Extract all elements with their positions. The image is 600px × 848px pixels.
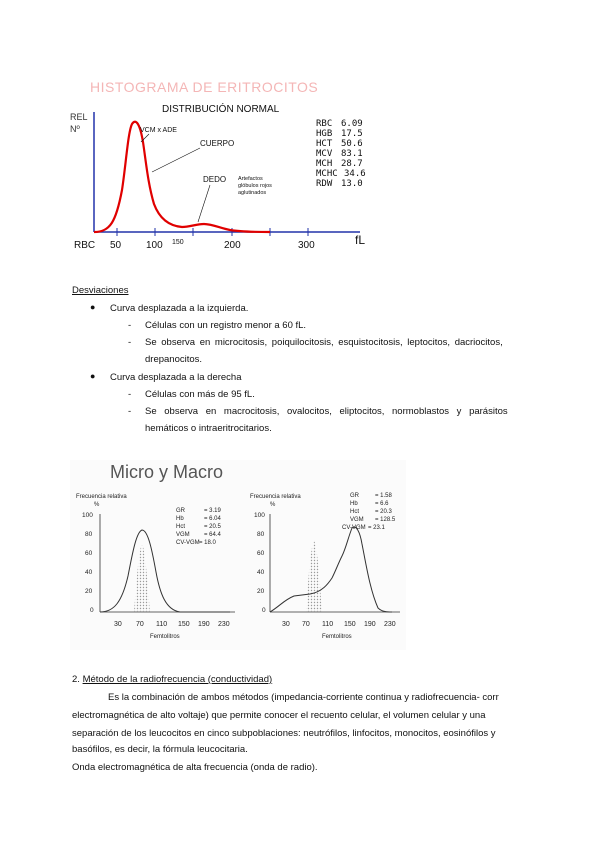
bullet-icon: ● <box>90 302 96 312</box>
param-key: MCV <box>316 149 333 159</box>
param-key: RBC <box>316 119 333 129</box>
dash-icon: - <box>128 320 132 331</box>
annot-cuerpo: CUERPO <box>200 139 235 148</box>
x-tick-label: 70 <box>302 621 310 628</box>
y-tick-label: 100 <box>82 512 93 519</box>
x-tick-label: 100 <box>146 240 163 251</box>
section-heading <box>72 673 272 687</box>
param-value: 6.09 <box>341 119 363 129</box>
section-title: Método de la radiofrecuencia (conductividad) <box>82 674 273 685</box>
x-axis-name: RBC <box>74 240 96 251</box>
x-tick-label: 50 <box>110 240 122 251</box>
x-tick-label: 70 <box>136 621 144 628</box>
stat-key: Hct <box>350 509 359 515</box>
x-tick-label: 190 <box>364 621 376 628</box>
bullet-icon: ● <box>90 371 96 381</box>
dash-icon: - <box>128 389 132 400</box>
stat-key: Hb <box>350 501 358 507</box>
y-tick-label: 60 <box>85 550 93 557</box>
desviaciones-heading: Desviaciones <box>72 285 129 296</box>
micro-macro-figure <box>70 460 406 650</box>
x-tick-label: 230 <box>218 621 230 628</box>
x-tick-label-small: 150 <box>172 239 184 246</box>
dash-icon: - <box>128 337 132 348</box>
x-tick-label: 200 <box>224 240 241 251</box>
param-key: HGB <box>316 129 333 139</box>
x-tick-label: 30 <box>282 621 290 628</box>
histogram-subtitle: DISTRIBUCIÓN NORMAL <box>162 104 280 115</box>
stat-key: VGM <box>350 517 364 523</box>
annot-vcm: VCM x ADE <box>140 127 177 134</box>
sub-item: Células con un registro menor a 60 fL. <box>145 320 307 331</box>
stat-value: = 64.4 <box>204 532 221 538</box>
x-axis-label: Femtolitros <box>322 634 352 640</box>
param-value: 17.5 <box>341 129 363 139</box>
y-tick-label: 20 <box>85 588 93 595</box>
stat-value: = 6.6 <box>375 501 389 507</box>
stat-value: = 20.5 <box>204 524 221 530</box>
sub-item: Se observa en macrocitosis, ovalocitos, eliptocitos, normoblastos y parásitos <box>145 406 508 417</box>
paragraph-line: Onda electromagnética de alta frecuencia (onda de radio). <box>72 762 318 773</box>
annot-dedo: DEDO <box>203 175 227 184</box>
param-value: 83.1 <box>341 149 363 159</box>
annot-artefactos-2: glóbulos rojos <box>238 183 272 189</box>
sub-item: Células con más de 95 fL. <box>145 389 255 400</box>
histogram-title: HISTOGRAMA DE ERITROCITOS <box>90 79 319 95</box>
dash-icon: - <box>128 406 132 417</box>
y-tick-label: 80 <box>257 531 265 538</box>
annot-artefactos-1: Artefactos <box>238 176 263 182</box>
stat-value: = 23.1 <box>368 525 385 531</box>
param-value: 34.6 <box>344 169 366 179</box>
stat-key: CV-VGM <box>342 525 366 531</box>
param-value: 50.6 <box>341 139 363 149</box>
stat-value: = 1.58 <box>375 493 392 499</box>
param-value: 13.0 <box>341 179 363 189</box>
y-label-no: Nº <box>70 124 80 134</box>
sub-item: Se observa en microcitosis, poiquilocitosis, esquistocitosis, leptocitos, dacriocitos, <box>145 337 503 348</box>
micro-macro-title: Micro y Macro <box>110 462 224 482</box>
paragraph-line: Es la combinación de ambos métodos (impedancia-corriente continua y radiofrecuencia- corr <box>108 692 499 703</box>
x-tick-label: 190 <box>198 621 210 628</box>
stat-key: VGM <box>176 532 190 538</box>
paragraph-line: electromagnética de alto voltaje) que permite conocer el recuento celular, el volumen celular y una <box>72 710 486 721</box>
y-tick-label: 60 <box>257 550 265 557</box>
param-key: HCT <box>316 139 333 149</box>
stat-key: GR <box>176 508 185 514</box>
x-tick-label: 150 <box>178 621 190 628</box>
x-tick-label: 30 <box>114 621 122 628</box>
y-tick-label: 0 <box>90 607 94 614</box>
list-item: Curva desplazada a la derecha <box>110 372 242 383</box>
param-key: RDW <box>316 179 333 189</box>
sub-item: drepanocitos. <box>145 354 203 365</box>
y-tick-label: 100 <box>254 512 265 519</box>
stat-key: Hct <box>176 524 185 530</box>
y-tick-label: 80 <box>85 531 93 538</box>
x-axis-label: Femtolitros <box>150 634 180 640</box>
param-key: MCHC <box>316 169 338 179</box>
y-axis-label: Frecuencia relativa <box>76 494 127 500</box>
rbc-histogram-figure <box>70 72 370 254</box>
stat-key: GR <box>350 493 359 499</box>
y-tick-label: 40 <box>257 569 265 576</box>
stat-value: = 20.3 <box>375 509 392 515</box>
paragraph-line: separación de los leucocitos en cinco subpoblaciones: neutrófilos, linfocitos, monocitos, eosinófilos y <box>72 728 496 739</box>
x-tick-label: 230 <box>384 621 396 628</box>
stat-key: CV-VGM <box>176 540 200 546</box>
stat-value: = 128.5 <box>375 517 396 523</box>
x-tick-label: 300 <box>298 240 315 251</box>
sub-item: hemáticos o intraeritrocitarios. <box>145 423 272 434</box>
stat-key: Hb <box>176 516 184 522</box>
y-tick-label: 0 <box>262 607 266 614</box>
list-item: Curva desplazada a la izquierda. <box>110 303 249 314</box>
y-tick-label: 40 <box>85 569 93 576</box>
x-unit: fL <box>355 233 366 247</box>
stat-value: = 18.0 <box>199 540 216 546</box>
y-tick-label: 20 <box>257 588 265 595</box>
x-tick-label: 110 <box>156 621 168 628</box>
stat-value: = 3.19 <box>204 508 221 514</box>
y-axis-label: Frecuencia relativa <box>250 494 301 500</box>
section-number: 2. <box>72 674 80 685</box>
y-label-rel: REL <box>70 112 88 122</box>
y-axis-unit: % <box>94 502 100 508</box>
annot-artefactos-3: aglutinados <box>238 190 267 196</box>
x-tick-label: 150 <box>344 621 356 628</box>
paragraph-line: basófilos, es decir, la fórmula leucocitaria. <box>72 744 248 755</box>
param-key: MCH <box>316 159 333 169</box>
y-axis-unit: % <box>270 502 276 508</box>
x-tick-label: 110 <box>322 621 334 628</box>
stat-value: = 6.04 <box>204 516 221 522</box>
param-value: 28.7 <box>341 159 363 169</box>
